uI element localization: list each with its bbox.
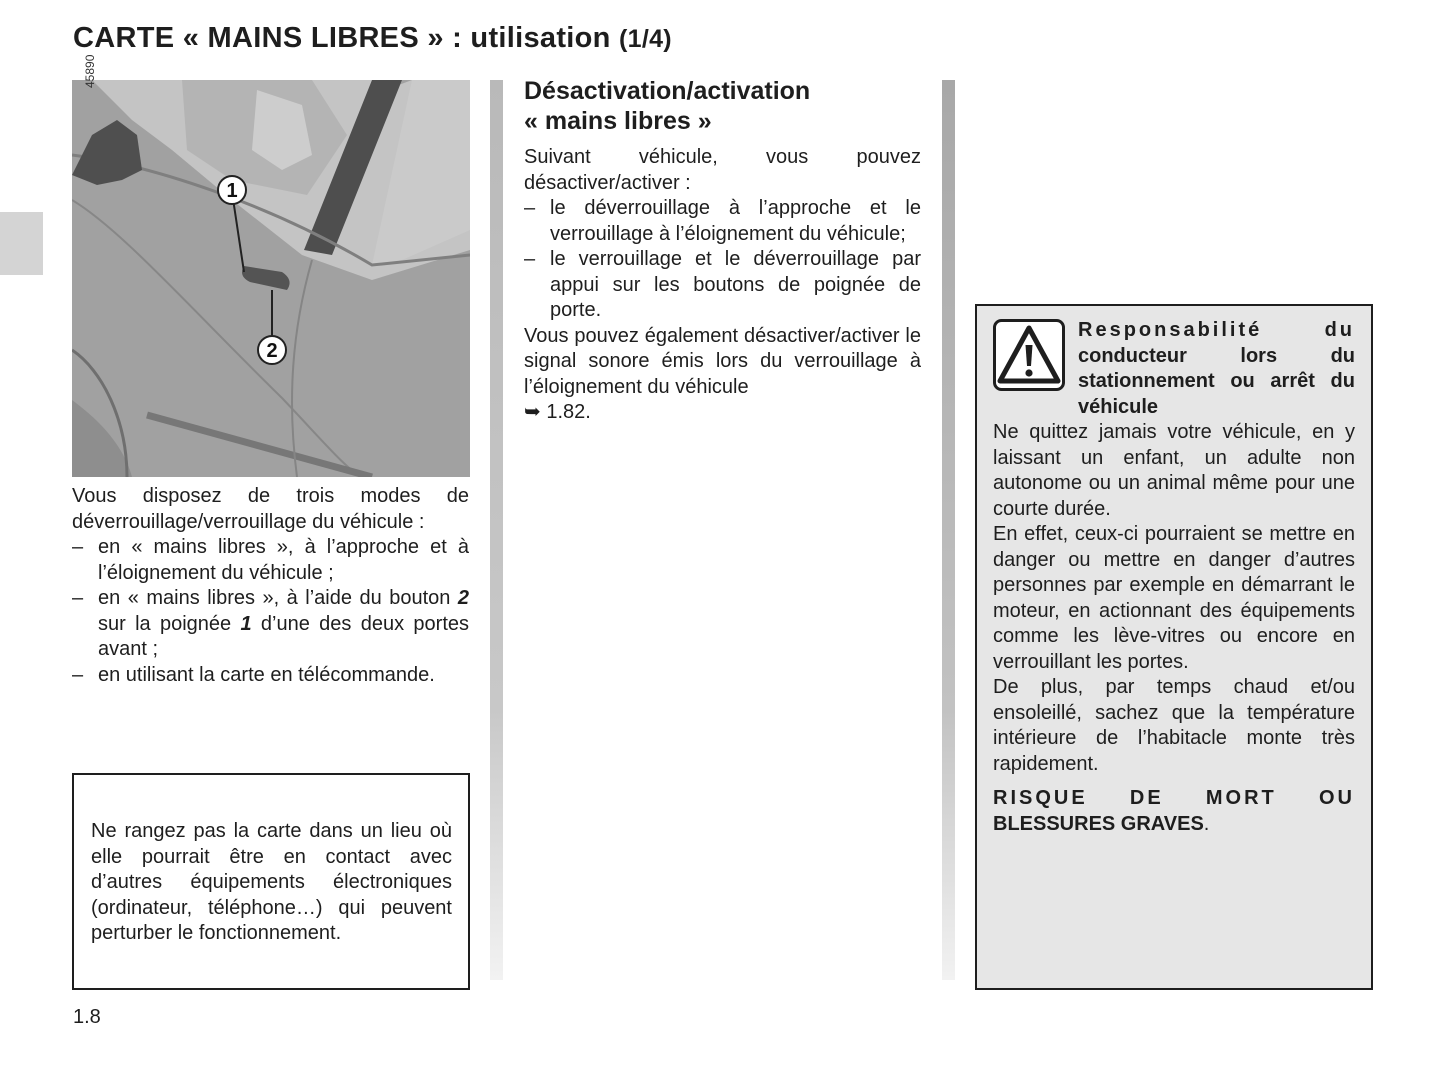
callout-1-label: 1: [226, 180, 238, 202]
page-reference-link[interactable]: 1.82.: [540, 401, 591, 423]
mode-item: [72, 586, 469, 663]
warning-title-rest: conducteur lors du stationnement ou arrêt du véhicule: [1078, 344, 1355, 418]
modes-list: [72, 535, 469, 688]
warning-risk-spaced: RISQUE DE MORT OU: [993, 787, 1355, 809]
warning-paragraph: De plus, par temps chaud et/ou ensoleillé, sachez que la température intérieure de l’habitacle monte très rapidement.: [993, 676, 1355, 775]
warning-risk-dot: .: [1203, 812, 1210, 835]
warning-header: [993, 318, 1355, 420]
driver-responsibility-warning: [975, 304, 1373, 990]
section-heading-line2: « mains libres »: [524, 107, 712, 135]
page-title-main: CARTE « MAINS LIBRES » : utilisation: [73, 22, 611, 54]
warning-risk: [993, 786, 1355, 837]
mode-item-text: en « mains libres », à l’aide du bouton: [98, 587, 458, 609]
page-title: [73, 22, 672, 55]
figure-reference-number: 45890: [83, 54, 97, 88]
warning-paragraph: Ne quittez jamais votre véhicule, en y laissant un enfant, un adulte non autonome ou un animal même pour une courte durée.: [993, 421, 1355, 520]
section-heading-line1: Désactivation/activation: [524, 77, 811, 105]
section-heading: [524, 76, 924, 136]
button-reference: 2: [457, 587, 469, 609]
column-divider-left: [490, 80, 503, 980]
door-illustration-svg: [72, 80, 470, 477]
mode-item: – en utilisant la carte en télécommande.: [72, 663, 469, 689]
warning-paragraph: En effet, ceux-ci pourraient se mettre en danger ou mettre en danger d’autres personnes par exemple en démarrant le moteur, en actionnant des équipements comme les lève-vitres ou encore en verrouillant les portes.: [993, 523, 1355, 673]
page-ref-arrow-icon: ➥: [524, 401, 541, 423]
deactivation-list: [524, 196, 921, 324]
page-number: 1.8: [73, 1006, 101, 1028]
buzzer-paragraph-text: Vous pouvez également désactiver/activer le signal sonore émis lors du verrouillage à l’éloignement du véhicule: [524, 324, 921, 398]
warning-risk-rest: BLESSURES GRAVES: [993, 812, 1204, 835]
deactivation-item: – le verrouillage et le déverrouillage par appui sur les boutons de poignée de porte.: [524, 247, 921, 324]
column-divider-right: [942, 80, 955, 980]
page-title-paging: (1/4): [619, 25, 672, 53]
callout-2-label: 2: [266, 340, 278, 362]
middle-column: [524, 145, 921, 426]
card-storage-note: [72, 773, 470, 990]
deactivation-item: – le déverrouillage à l’approche et le verrouillage à l’éloignement du véhicule;: [524, 196, 921, 247]
warning-title-spaced: Responsabilité du: [1078, 319, 1355, 341]
warning-triangle-icon: [993, 319, 1065, 391]
mode-item-text: sur la poignée: [98, 612, 241, 635]
card-storage-note-text: Ne rangez pas la carte dans un lieu où elle pourrait être en contact avec d’autres équipements électroniques (ordinateur, téléphone…) qui peuvent perturber le fonctionnement.: [91, 820, 452, 944]
handle-reference: 1: [240, 612, 252, 635]
mode-item: – en « mains libres », à l’approche et à l’éloignement du véhicule ;: [72, 535, 469, 586]
deactivation-intro: Suivant véhicule, vous pouvez désactiver/activer :: [524, 146, 921, 194]
buzzer-paragraph: [524, 324, 921, 426]
modes-intro: Vous disposez de trois modes de déverrouillage/verrouillage du véhicule :: [72, 485, 469, 533]
door-handle-illustration: [72, 80, 470, 477]
mode-item-text: d’une des deux portes avant ;: [98, 612, 469, 660]
left-column: [72, 484, 469, 688]
section-side-tab: [0, 212, 43, 275]
warning-title: [1078, 318, 1355, 420]
